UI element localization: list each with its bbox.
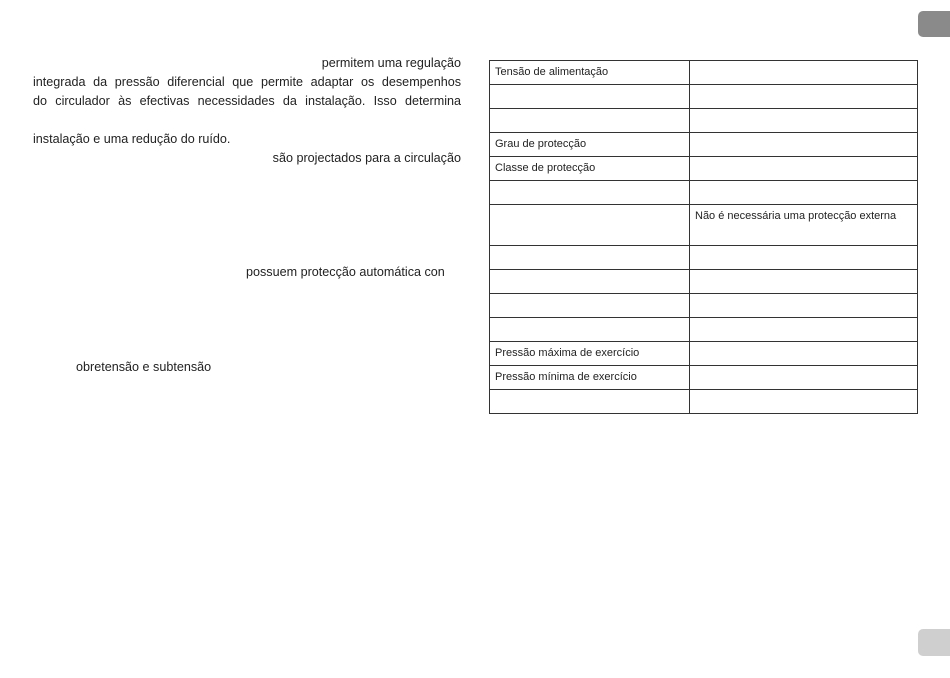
spec-label (490, 318, 690, 342)
spec-label (490, 390, 690, 414)
spec-label: Pressão mínima de exercício (490, 366, 690, 390)
page-tab-marker-bottom (918, 629, 950, 656)
spec-label (490, 205, 690, 246)
spec-label: Classe de protecção (490, 157, 690, 181)
spec-value (690, 157, 918, 181)
text-line: integrada da pressão diferencial que permite adaptar os desempenhos (33, 75, 461, 89)
table-row (490, 205, 918, 246)
table-row (490, 318, 918, 342)
text-line: obretensão e subtensão (76, 360, 212, 374)
table-row (490, 246, 918, 270)
spec-value (690, 366, 918, 390)
blank-line (33, 225, 461, 244)
spec-label: Grau de protecção (490, 133, 690, 157)
blank-line (33, 187, 461, 206)
spec-label (490, 246, 690, 270)
text-line: são projectados para a circulação (272, 151, 461, 165)
blank-line (33, 282, 461, 301)
spec-label (490, 85, 690, 109)
spec-value (690, 61, 918, 85)
spec-value (690, 270, 918, 294)
blank-line (33, 244, 461, 263)
blank-line (33, 301, 461, 320)
blank-line (33, 206, 461, 225)
blank-line (33, 111, 461, 130)
blank-line (33, 339, 461, 358)
blank-line (33, 168, 461, 187)
text-line: do circulador às efectivas necessidades da instalação. Isso determina (33, 94, 461, 108)
spec-value (690, 246, 918, 270)
table-row (490, 109, 918, 133)
body-text-column (33, 54, 461, 377)
spec-value (690, 294, 918, 318)
spec-value (690, 133, 918, 157)
spec-value (690, 181, 918, 205)
technical-specs-table (489, 60, 918, 414)
table-row (490, 390, 918, 414)
text-line: permitem uma regulação (321, 56, 461, 70)
blank-line (33, 320, 461, 339)
spec-value (690, 318, 918, 342)
table-row (490, 366, 918, 390)
table-row (490, 85, 918, 109)
table-row (490, 342, 918, 366)
spec-value (690, 109, 918, 133)
spec-label (490, 109, 690, 133)
page-tab-marker-top (918, 11, 950, 37)
spec-label (490, 270, 690, 294)
spec-value (690, 85, 918, 109)
table-row (490, 270, 918, 294)
spec-label: Tensão de alimentação (490, 61, 690, 85)
text-line: possuem protecção automática con (246, 265, 445, 279)
spec-value (690, 390, 918, 414)
spec-label (490, 181, 690, 205)
table-row (490, 294, 918, 318)
table-row (490, 181, 918, 205)
spec-label: Pressão máxima de exercício (490, 342, 690, 366)
spec-label (490, 294, 690, 318)
spec-value (690, 342, 918, 366)
table-row (490, 157, 918, 181)
text-line: instalação e uma redução do ruído. (33, 132, 231, 146)
spec-value: Não é necessária uma protecção externa (690, 205, 918, 246)
table-row (490, 61, 918, 85)
table-row (490, 133, 918, 157)
